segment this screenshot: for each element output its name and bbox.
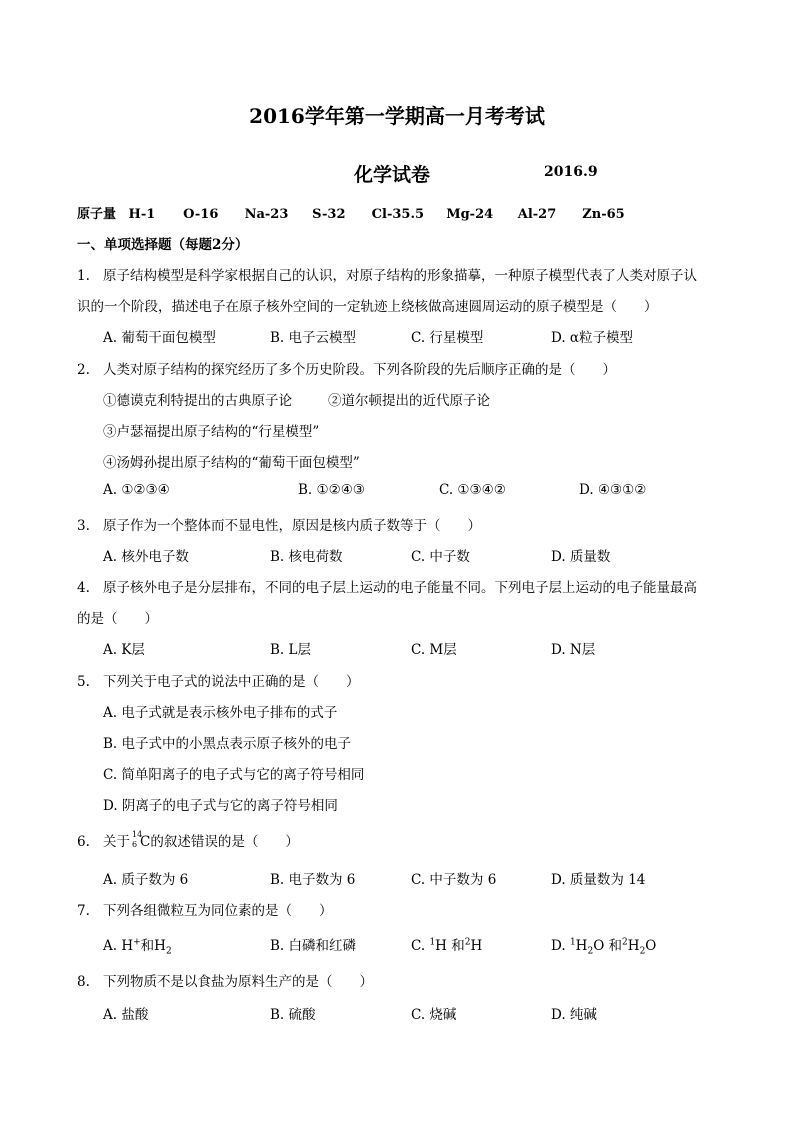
mass-number: 14 xyxy=(132,830,143,839)
option-c: C. 行星模型 xyxy=(411,330,484,346)
option-b: B. 电子式中的小黑点表示原子核外的电子 xyxy=(103,736,352,752)
question-8 xyxy=(77,970,373,990)
option-b: B. 核电荷数 xyxy=(270,549,343,565)
option-a: A. ①②③④ xyxy=(103,482,170,498)
option-c: C. 简单阳离子的电子式与它的离子符号相同 xyxy=(103,767,365,783)
question-number: 3. xyxy=(77,518,90,534)
option-a: A. 盐酸 xyxy=(103,1007,149,1023)
question-text: 原子核外电子是分层排布，不同的电子层上运动的电子能量不同。下列电子层上运动的电子能量最高 xyxy=(103,580,697,596)
option-a xyxy=(103,934,172,957)
question-6 xyxy=(77,830,299,850)
option-c xyxy=(411,934,482,954)
question-number: 6. xyxy=(77,834,90,850)
atomic-masses xyxy=(77,203,625,222)
option-a: A. 葡萄干面包模型 xyxy=(103,330,216,346)
option-b: B. 电子云模型 xyxy=(270,330,357,346)
subscript: 2 xyxy=(639,946,646,957)
isotope-notation xyxy=(130,830,143,849)
atomic-mass-item: S-32 xyxy=(312,207,346,222)
option-d: D. 阴离子的电子式与它的离子符号相同 xyxy=(103,798,338,814)
option-b: B. 电子数为 6 xyxy=(270,872,356,888)
section-heading: 一、单项选择题（每题2分） xyxy=(77,237,249,253)
option-c: C. 烧碱 xyxy=(411,1007,457,1023)
option-c: C. 中子数 xyxy=(411,549,470,565)
option-text: C. xyxy=(411,938,430,954)
option-a: A. K层 xyxy=(103,642,145,658)
question-number: 4. xyxy=(77,580,90,596)
statement-2: ②道尔顿提出的近代原子论 xyxy=(328,393,490,409)
exam-subtitle: 化学试卷 xyxy=(354,164,431,186)
superscript: + xyxy=(133,937,141,948)
option-a: A. 核外电子数 xyxy=(103,549,189,565)
option-d: D. ④③①② xyxy=(579,482,647,498)
statement-4: ④汤姆孙提出原子结构的“葡萄干面包模型” xyxy=(103,455,360,471)
superscript: 1 xyxy=(569,937,576,948)
question-7 xyxy=(77,899,333,919)
option-text: O 和 xyxy=(593,938,623,954)
superscript: 2 xyxy=(464,937,471,948)
option-text: 和H xyxy=(140,938,166,954)
question-number: 2. xyxy=(77,362,90,378)
option-text: H 和 xyxy=(435,938,465,954)
atomic-masses-label: 原子量 xyxy=(77,207,117,222)
question-number: 7. xyxy=(77,903,90,919)
atomic-mass-item: Cl-35.5 xyxy=(371,207,425,222)
question-text-pre: 关于 xyxy=(103,834,130,850)
option-d xyxy=(551,934,656,957)
option-b: B. ①②④③ xyxy=(298,482,365,498)
option-text: O xyxy=(645,938,657,954)
question-number: 1. xyxy=(77,268,90,284)
statement-1: ①德谟克利特提出的古典原子论 xyxy=(103,393,292,409)
exam-date: 2016.9 xyxy=(544,164,598,180)
subscript: 2 xyxy=(587,946,594,957)
question-text: 下列各组微粒互为同位素的是（ ） xyxy=(103,903,333,919)
option-text: H xyxy=(627,938,640,954)
question-text: 人类对原子结构的探究经历了多个历史阶段。下列各阶段的先后顺序正确的是（ ） xyxy=(103,362,616,378)
question-1-continued: 识的一个阶段，描述电子在原子核外空间的一定轨迹上绕核做高速圆周运动的原子模型是（ ） xyxy=(77,299,658,315)
atomic-mass-item: Zn-65 xyxy=(582,207,625,222)
question-4-continued: 的是（ ） xyxy=(77,611,158,627)
superscript: 2 xyxy=(622,937,628,948)
option-c: C. M层 xyxy=(411,642,457,658)
question-text: 原子作为一个整体而不显电性，原因是核内质子数等于（ ） xyxy=(103,518,481,534)
option-text: D. xyxy=(551,938,570,954)
atomic-mass-item: Mg-24 xyxy=(446,207,494,222)
option-text: A. H xyxy=(103,938,134,954)
option-a: A. 质子数为 6 xyxy=(103,872,189,888)
question-text-post: 的叙述错误的是（ ） xyxy=(150,834,299,850)
option-b: B. L层 xyxy=(270,642,311,658)
atomic-mass-item: Al-27 xyxy=(517,207,557,222)
element-symbol: C xyxy=(140,834,151,850)
atomic-mass-item: O-16 xyxy=(183,207,219,222)
question-text: 下列关于电子式的说法中正确的是（ ） xyxy=(103,674,360,690)
atomic-mass-item: Na-23 xyxy=(244,207,289,222)
option-d: D. α粒子模型 xyxy=(551,330,634,346)
option-c: C. ①③④② xyxy=(439,482,506,498)
option-c: C. 中子数为 6 xyxy=(411,872,497,888)
question-text: 下列物质不是以食盐为原料生产的是（ ） xyxy=(103,974,373,990)
question-3 xyxy=(77,514,481,534)
exam-title: 2016学年第一学期高一月考考试 xyxy=(249,104,545,128)
option-d: D. 质量数 xyxy=(551,549,611,565)
atomic-number: 6 xyxy=(132,840,138,849)
question-1 xyxy=(77,264,697,284)
superscript: 1 xyxy=(429,937,436,948)
option-text: H xyxy=(575,938,588,954)
option-text: H xyxy=(470,938,483,954)
option-d: D. 质量数为 14 xyxy=(551,872,646,888)
statement-3: ③卢瑟福提出原子结构的“行星模型” xyxy=(103,424,320,440)
question-number: 8. xyxy=(77,974,90,990)
option-b: B. 硫酸 xyxy=(270,1007,316,1023)
atomic-mass-item: H-1 xyxy=(128,207,156,222)
subscript: 2 xyxy=(165,946,172,957)
option-d: D. N层 xyxy=(551,642,596,658)
option-a: A. 电子式就是表示核外电子排布的式子 xyxy=(103,705,338,721)
question-2 xyxy=(77,358,616,378)
option-b: B. 白磷和红磷 xyxy=(270,938,357,954)
option-d: D. 纯碱 xyxy=(551,1007,597,1023)
question-5 xyxy=(77,670,360,690)
question-4 xyxy=(77,576,697,596)
question-number: 5. xyxy=(77,674,90,690)
question-text: 原子结构模型是科学家根据自己的认识，对原子结构的形象描摹，一种原子模型代表了人类对原子认 xyxy=(103,268,697,284)
